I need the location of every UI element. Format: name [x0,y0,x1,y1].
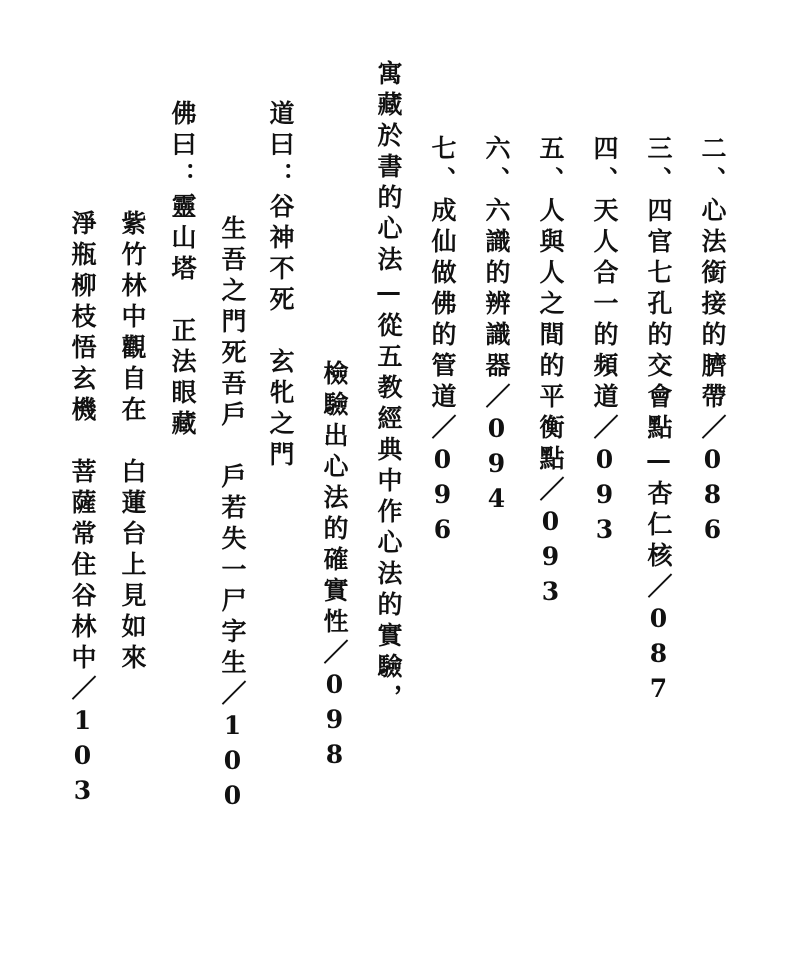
buddha-quote-line-1: 佛曰：靈山塔 正法眼藏 [168,100,197,441]
section-heading-continued: 檢驗出心法的確實性／098 [320,360,349,775]
toc-entry-6: 六、六識的辨識器／094 [482,135,511,519]
toc-entry-4: 四、天人合一的頻道／093 [590,135,619,550]
tao-quote-line-1: 道曰：谷神不死 玄牝之門 [266,100,295,472]
tao-quote-line-2: 生吾之門死吾戶 戶若失一尸字生／100 [218,215,247,816]
toc-entry-2: 二、心法銜接的臍帶／086 [698,135,727,550]
section-heading: 寓藏於書的心法—從五教經典中作心法的實驗， [374,60,403,715]
buddha-quote-line-2: 紫竹林中觀自在 白蓮台上見如來 [118,210,147,675]
toc-entry-3: 三、四官七孔的交會點—杏仁核／087 [644,135,673,709]
toc-entry-5: 五、人與人之間的平衡點／093 [536,135,565,612]
toc-entry-7: 七、成仙做佛的管道／096 [428,135,457,550]
buddha-quote-line-3: 淨瓶柳枝悟玄機 菩薩常住谷林中／103 [68,210,97,811]
